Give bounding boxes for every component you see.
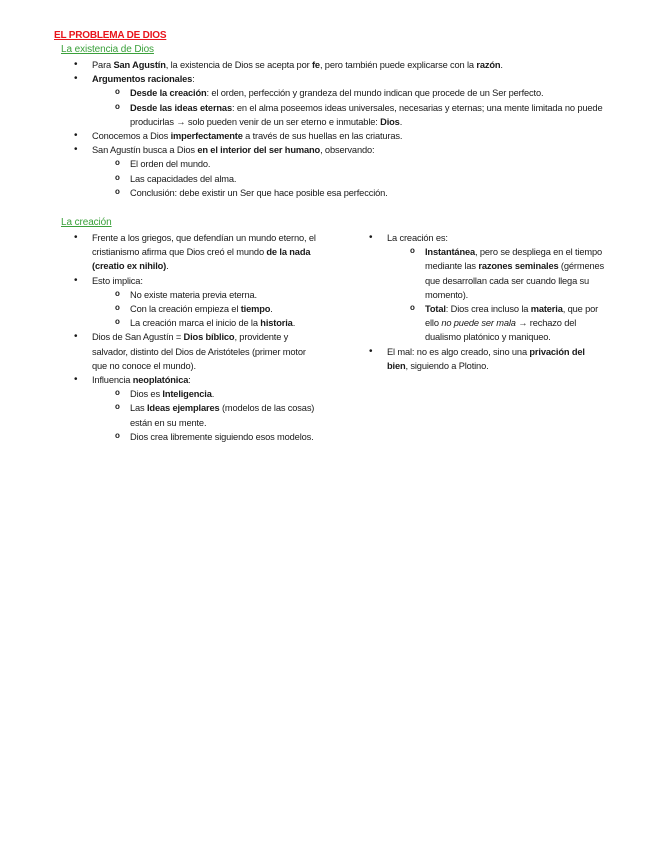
section-heading-creacion: La creación xyxy=(61,217,112,228)
sublist xyxy=(92,288,317,331)
list-item: • Para San Agustín, la existencia de Dios se acepta por fe, pero también puede explicarse con la razón. xyxy=(72,58,617,72)
page-title: EL PROBLEMA DE DIOS xyxy=(54,30,167,41)
existencia-list xyxy=(72,58,617,200)
sublist-item: o Conclusión: debe existir un Ser que hace posible esa perfección. xyxy=(92,186,617,200)
sublist xyxy=(387,245,607,344)
creacion-right-column xyxy=(367,231,607,373)
sublist-item: o Dios crea libremente siguiendo esos modelos. xyxy=(92,430,317,444)
list-item: • Influencia neoplatónica: o Dios es Inteligencia. o Las Ideas ejemplares (modelos de las cosas) están en su mente. o Dios crea libremente siguiendo esos modelos. xyxy=(72,373,317,444)
sublist xyxy=(92,157,617,200)
list-item: • San Agustín busca a Dios en el interior del ser humano, observando: o El orden del mundo. o Las capacidades del alma. o Conclusión: debe existir un Ser que hace posible esa perfección. xyxy=(72,143,617,200)
list-item: • Dios de San Agustín = Dios bíblico, providente y salvador, distinto del Dios de Aristóteles (primer motor que no conoce el mundo). xyxy=(72,330,317,373)
creacion-left-column xyxy=(72,231,317,444)
sublist-item: o El orden del mundo. xyxy=(92,157,617,171)
sublist-item: o Desde las ideas eternas: en el alma poseemos ideas universales, necesarias y eternas; una mente limitada no puede producirlas → solo pueden venir de un ser eterno e inmutable: Dios. xyxy=(92,101,617,129)
list-item: • Esto implica: o No existe materia previa eterna. o Con la creación empieza el tiempo. o La creación marca el inicio de la historia. xyxy=(72,274,317,331)
sublist-item: o No existe materia previa eterna. xyxy=(92,288,317,302)
sublist-item: o Instantánea, pero se despliega en el tiempo mediante las razones seminales (gérmenes que desarrollan cada ser cuando llega su momento). xyxy=(387,245,607,302)
sublist-item: o La creación marca el inicio de la historia. xyxy=(92,316,317,330)
section-heading-existencia: La existencia de Dios xyxy=(61,44,154,55)
sublist-item: o Desde la creación: el orden, perfección y grandeza del mundo indican que procede de un Ser perfecto. xyxy=(92,86,617,100)
list-item: • Conocemos a Dios imperfectamente a través de sus huellas en las criaturas. xyxy=(72,129,617,143)
list-item: • Frente a los griegos, que defendían un mundo eterno, el cristianismo afirma que Dios creó el mundo de la nada (creatio ex nihilo). xyxy=(72,231,317,274)
sublist-item: o Total: Dios crea incluso la materia, que por ello no puede ser mala → rechazo del dualismo platónico y maniqueo. xyxy=(387,302,607,345)
sublist xyxy=(92,387,317,444)
sublist-item: o Las Ideas ejemplares (modelos de las cosas) están en su mente. xyxy=(92,401,317,429)
list-item: • El mal: no es algo creado, sino una privación del bien, siguiendo a Plotino. xyxy=(367,345,607,373)
sublist-item: o Las capacidades del alma. xyxy=(92,172,617,186)
sublist-item: o Con la creación empieza el tiempo. xyxy=(92,302,317,316)
sublist xyxy=(92,86,617,129)
list-item: • La creación es: o Instantánea, pero se despliega en el tiempo mediante las razones seminales (gérmenes que desarrollan cada ser cuando llega su momento). o Total: Dios crea incluso la materia, que por ello no puede ser mala → rechazo del dualismo platónico y maniqueo. xyxy=(367,231,607,345)
list-item: • Argumentos racionales: o Desde la creación: el orden, perfección y grandeza del mundo indican que procede de un Ser perfecto. o Desde las ideas eternas: en el alma poseemos ideas universales, necesarias y eternas; una mente limitada no puede producirlas → solo pueden venir de un ser eterno e inmutable: Dios. xyxy=(72,72,617,129)
sublist-item: o Dios es Inteligencia. xyxy=(92,387,317,401)
